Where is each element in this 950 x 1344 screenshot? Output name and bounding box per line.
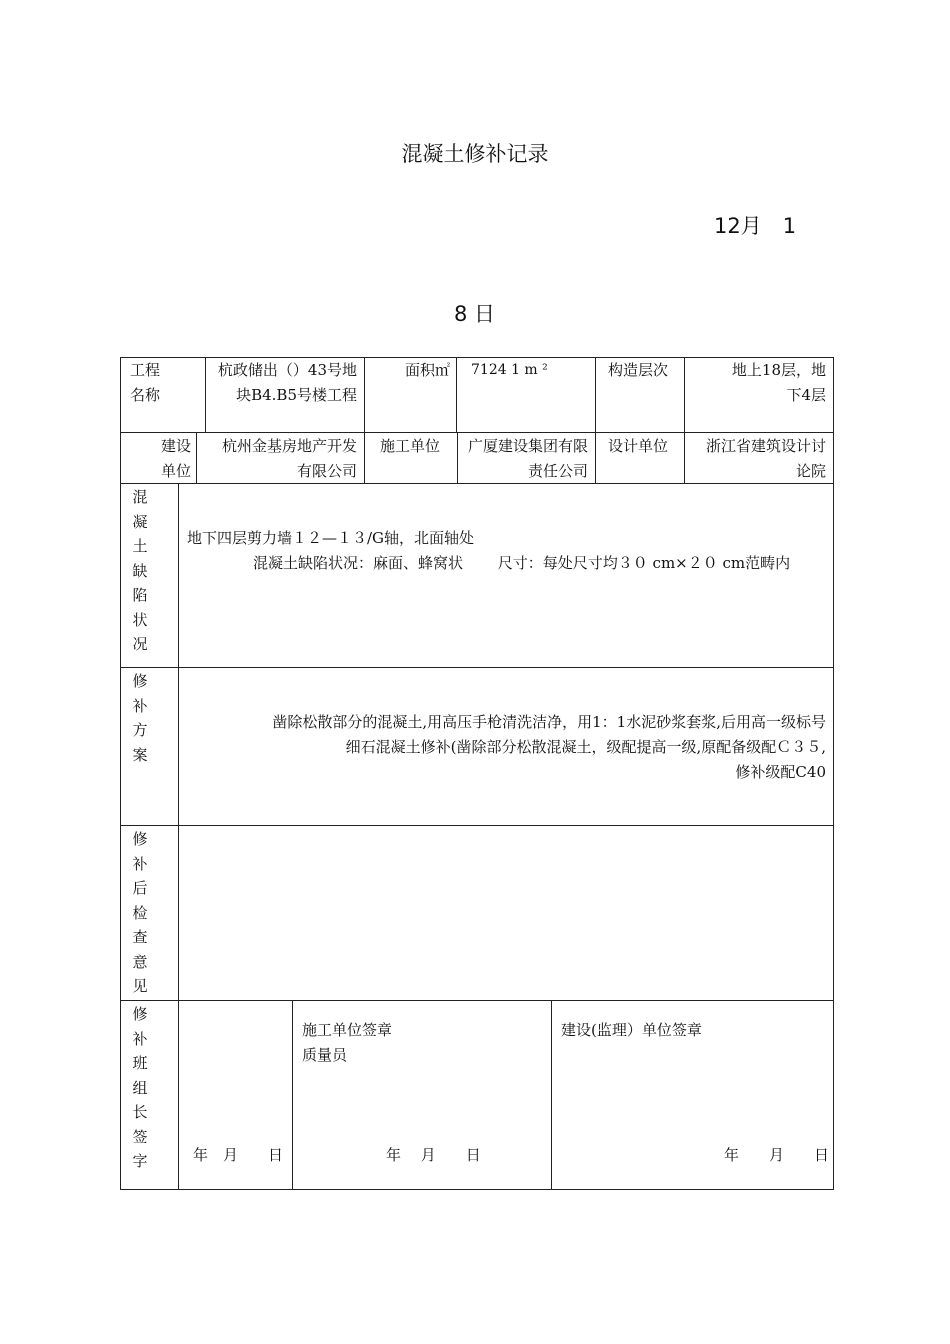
owner-seal-label: 建设(监理）单位签章 (561, 1021, 702, 1039)
table-line-col1-row1 (205, 357, 206, 433)
date-month-day: 12月 1 (714, 214, 797, 238)
table-line-signature (120, 1000, 834, 1001)
table-line-plan (120, 667, 834, 668)
date-day-suffix: 8 日 (454, 302, 496, 326)
table-line-sign-col2 (292, 1000, 293, 1190)
table-line-row2 (120, 432, 834, 433)
plan-line-2: 细石混凝土修补(凿除部分松散混凝土，级配提高一级,原配备级配Ｃ３５, (345, 738, 826, 756)
table-line-col3-row1 (456, 357, 457, 433)
contractor-value: 广厦建设集团有限责任公司 (467, 437, 588, 480)
project-name-label: 工程名称 (130, 361, 161, 404)
inspection-label: 修补后检查意见 (132, 830, 148, 995)
defect-line-2: 混凝土缺陷状况：麻面、蜂窝状 尺寸：每处尺寸均３０ cm×２０ cm范畴内 (253, 554, 791, 572)
page-title: 混凝土修补记录 (401, 142, 549, 166)
owner-label: 建设单位 (160, 437, 191, 480)
plan-line-1: 凿除松散部分的混凝土,用高压手枪清洗洁净，用1：1水泥砂浆套浆,后用高一级标号 (272, 713, 826, 731)
table-line-label-col (178, 483, 179, 1190)
owner-value: 杭州金基房地产开发有限公司 (221, 437, 357, 480)
project-name-value: 杭政储出（）43号地块B4.B5号楼工程 (217, 361, 357, 404)
signature-date-team-leader: 年 月 日 (193, 1146, 284, 1164)
area-label: 面积㎡ (404, 361, 450, 379)
contractor-seal-label: 施工单位签章 (302, 1021, 393, 1039)
table-line-col2 (364, 357, 365, 484)
table-line-inspection (120, 825, 834, 826)
signature-date-owner: 年 月 日 (724, 1146, 830, 1164)
signature-date-contractor: 年 月 日 (386, 1146, 481, 1164)
defect-label: 混凝土缺陷状况 (132, 488, 148, 653)
table-border-right (833, 357, 834, 1190)
table-line-col5 (684, 357, 685, 484)
contractor-label: 施工单位 (380, 437, 441, 455)
team-leader-signature-label: 修补班组长签字 (132, 1005, 148, 1170)
floors-value: 地上18层，地下4层 (731, 361, 826, 404)
plan-line-3: 修补级配C40 (735, 763, 826, 781)
table-border-bottom (120, 1189, 834, 1190)
table-line-sign-col3 (551, 1000, 552, 1190)
quality-officer-label: 质量员 (302, 1046, 348, 1064)
designer-label: 设计单位 (608, 437, 669, 455)
designer-value: 浙江省建筑设计讨论院 (705, 437, 826, 480)
table-line-col1-row2 (196, 432, 197, 484)
floors-label: 构造层次 (608, 361, 669, 379)
defect-line-1: 地下四层剪力墙１２—１３/G轴，北面轴处 (187, 529, 475, 547)
table-line-col3-row2 (457, 432, 458, 484)
area-value: 7124 1 m ² (471, 362, 548, 378)
table-border-left (120, 357, 121, 1190)
plan-label: 修补方案 (132, 672, 148, 764)
table-line-col4 (595, 357, 596, 484)
